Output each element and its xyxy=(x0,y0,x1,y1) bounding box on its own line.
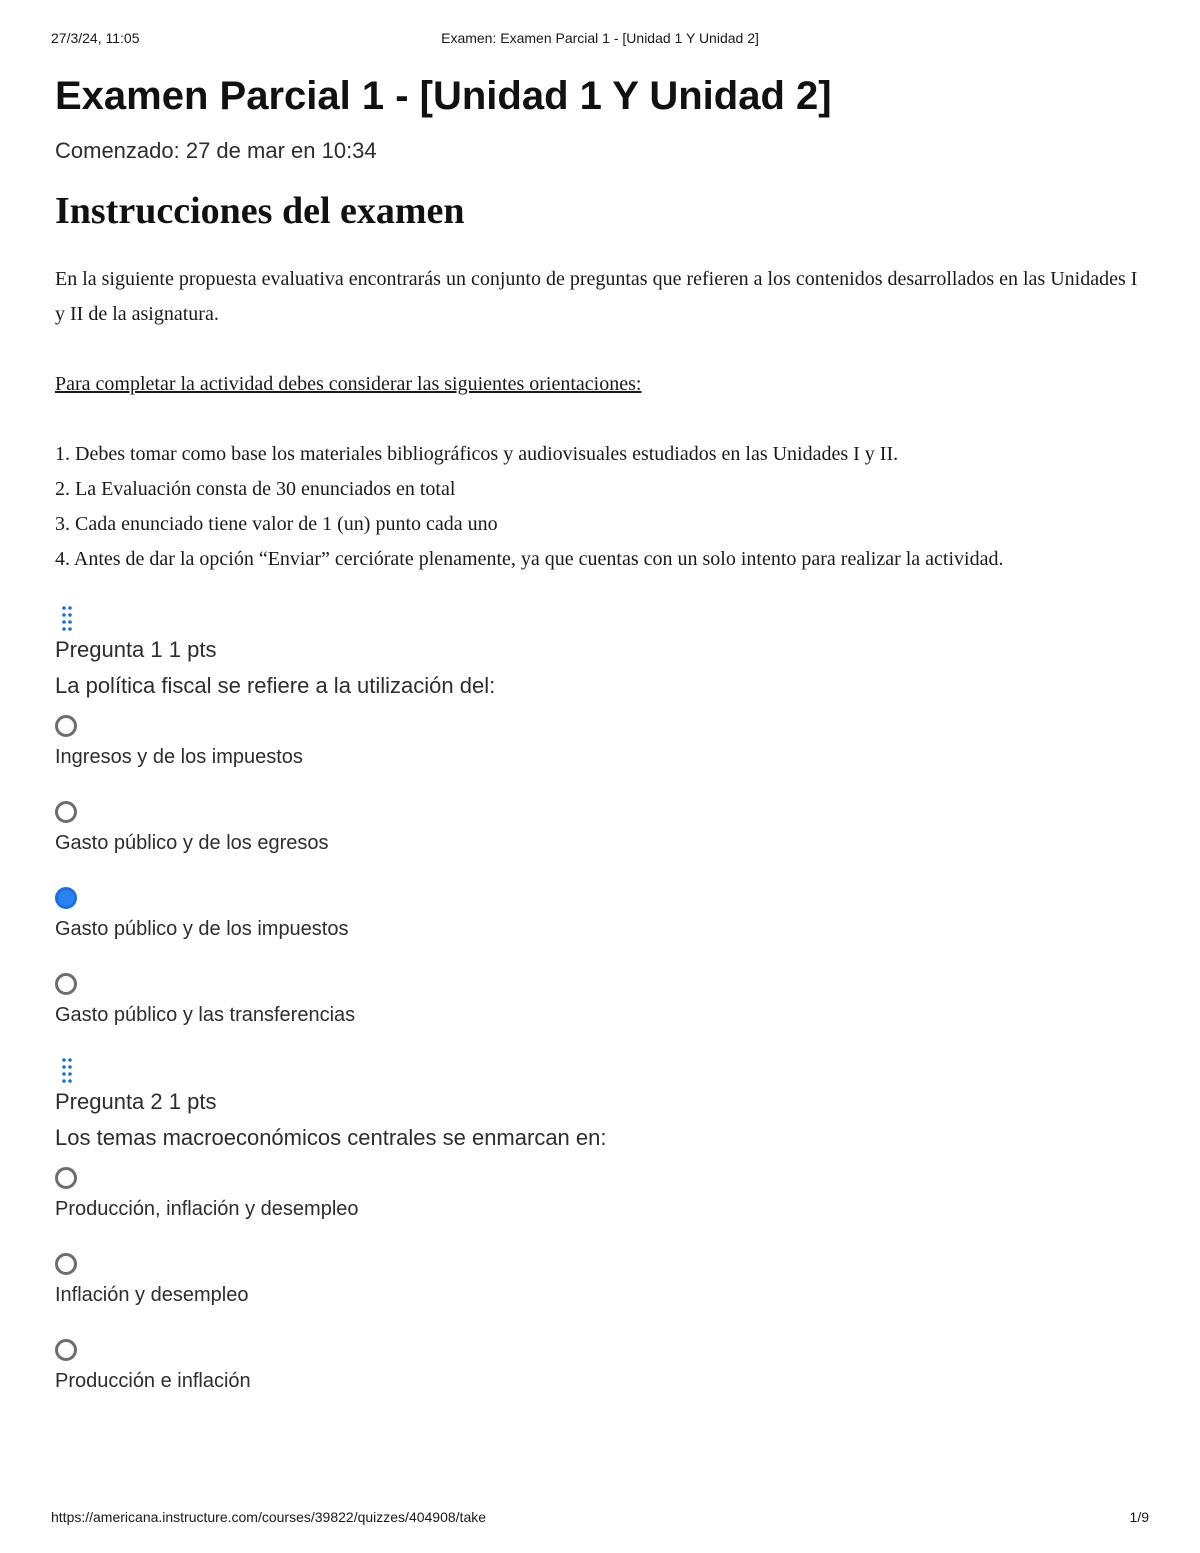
started-timestamp: Comenzado: 27 de mar en 10:34 xyxy=(55,138,377,163)
answer-label[interactable]: Gasto público y de los impuestos xyxy=(55,918,349,940)
page-title: Examen Parcial 1 - [Unidad 1 Y Unidad 2] xyxy=(55,74,832,118)
question-2 xyxy=(55,1057,1145,1395)
radio-button-icon[interactable] xyxy=(55,973,77,995)
print-datetime: 27/3/24, 11:05 xyxy=(51,30,140,46)
drag-handle-icon[interactable] xyxy=(55,605,79,631)
answer-option[interactable] xyxy=(55,1253,1145,1309)
answer-options xyxy=(55,715,1145,1029)
radio-button-icon[interactable] xyxy=(55,801,77,823)
radio-button-icon[interactable] xyxy=(55,1167,77,1189)
answer-option[interactable] xyxy=(55,1339,1145,1395)
answer-label[interactable]: Ingresos y de los impuestos xyxy=(55,746,303,768)
answer-label[interactable]: Producción, inflación y desempleo xyxy=(55,1198,359,1220)
answer-label[interactable]: Producción e inflación xyxy=(55,1370,251,1392)
question-header: Pregunta 2 1 pts xyxy=(55,1089,217,1114)
rule-item: 2. La Evaluación consta de 30 enunciados en total xyxy=(55,478,456,500)
answer-option[interactable] xyxy=(55,973,1145,1029)
question-header: Pregunta 1 1 pts xyxy=(55,637,217,662)
orientations-heading: Para completar la actividad debes considerar las siguientes orientaciones: xyxy=(55,373,642,395)
print-page-number: 1/9 xyxy=(1129,1509,1149,1525)
quiz-content xyxy=(55,70,1145,1395)
question-text: La política fiscal se refiere a la utilización del: xyxy=(55,673,496,698)
rule-item: 1. Debes tomar como base los materiales bibliográficos y audiovisuales estudiados en las Unidades I y II. xyxy=(55,443,899,465)
radio-button-selected-icon[interactable] xyxy=(55,887,77,909)
question-1 xyxy=(55,605,1145,1029)
question-text: Los temas macroeconómicos centrales se enmarcan en: xyxy=(55,1125,607,1150)
rule-item: 4. Antes de dar la opción “Enviar” cerciórate plenamente, ya que cuentas con un solo intento para realizar la actividad. xyxy=(55,548,1004,570)
answer-label[interactable]: Inflación y desempleo xyxy=(55,1284,249,1306)
print-url: https://americana.instructure.com/courses/39822/quizzes/404908/take xyxy=(51,1509,487,1525)
instructions-heading: Instrucciones del examen xyxy=(55,190,465,232)
answer-option[interactable] xyxy=(55,801,1145,857)
answer-label[interactable]: Gasto público y de los egresos xyxy=(55,832,329,854)
radio-button-icon[interactable] xyxy=(55,1253,77,1275)
rule-item: 3. Cada enunciado tiene valor de 1 (un) punto cada uno xyxy=(55,513,498,535)
rules-list xyxy=(55,437,1145,577)
instructions-intro: En la siguiente propuesta evaluativa encontrarás un conjunto de preguntas que refieren a los contenidos desarrollados en las Unidades I y II de la asignatura. xyxy=(55,268,1138,325)
answer-label[interactable]: Gasto público y las transferencias xyxy=(55,1004,356,1026)
radio-button-icon[interactable] xyxy=(55,1339,77,1361)
drag-handle-icon[interactable] xyxy=(55,1057,79,1083)
answer-option[interactable] xyxy=(55,887,1145,943)
radio-button-icon[interactable] xyxy=(55,715,77,737)
answer-option[interactable] xyxy=(55,715,1145,771)
print-doc-title: Examen: Examen Parcial 1 - [Unidad 1 Y Unidad 2] xyxy=(441,30,759,46)
answer-options xyxy=(55,1167,1145,1395)
answer-option[interactable] xyxy=(55,1167,1145,1223)
